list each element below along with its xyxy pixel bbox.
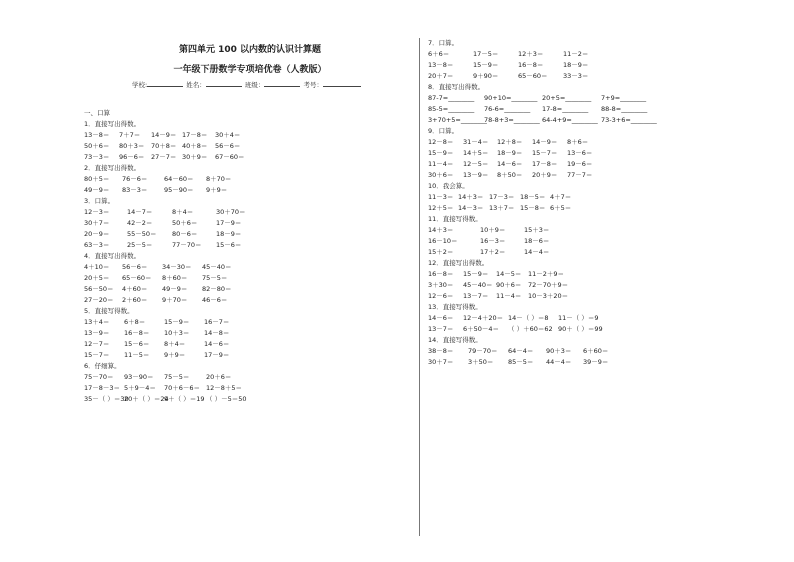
math-problem: 14－（ ）＝8 bbox=[508, 314, 549, 322]
worksheet-subtitle: 一年级下册数学专项培优卷（人教版） bbox=[173, 65, 327, 75]
math-problem: 20＋6＝ bbox=[206, 373, 232, 381]
math-problem: 9＋（ ）＝19 bbox=[164, 395, 205, 403]
math-problem: 9＋70＝ bbox=[162, 296, 188, 304]
math-problem: 63－3＝ bbox=[84, 241, 110, 249]
problem-row bbox=[428, 269, 783, 280]
section-heading: 11．直接写得数。 bbox=[428, 215, 482, 223]
math-problem: 15－9＝ bbox=[164, 318, 190, 326]
section-heading: 12．直接写出得数。 bbox=[428, 259, 489, 267]
math-problem: 8＋4＝ bbox=[172, 208, 194, 216]
problem-row bbox=[84, 383, 404, 394]
math-problem: 30＋70＝ bbox=[216, 208, 246, 216]
section-heading: 9．口算。 bbox=[428, 127, 459, 135]
problem-row bbox=[428, 71, 783, 82]
math-problem: 11－5＝ bbox=[124, 351, 150, 359]
math-problem: 15－6＝ bbox=[124, 340, 150, 348]
math-problem: （ ）＋60＝62 bbox=[508, 325, 553, 333]
problem-row bbox=[428, 49, 783, 60]
section-heading: 13．直接写得数。 bbox=[428, 303, 482, 311]
math-problem: 20＋7＝ bbox=[428, 72, 454, 80]
student-info-line bbox=[132, 80, 362, 89]
math-problem: 14－5＝ bbox=[496, 270, 522, 278]
math-problem: 14－6＝ bbox=[497, 160, 523, 168]
math-problem: 13－8＝ bbox=[84, 131, 110, 139]
math-problem: 30＋4＝ bbox=[215, 131, 241, 139]
math-problem: 20＋9＝ bbox=[532, 171, 558, 179]
math-problem: 80＋5＝ bbox=[84, 175, 110, 183]
math-problem: 76-6=________ bbox=[484, 105, 531, 113]
math-problem: 45－40＝ bbox=[202, 263, 232, 271]
school-blank[interactable] bbox=[147, 80, 183, 87]
math-problem: 30＋7＝ bbox=[84, 219, 110, 227]
math-problem: 6＋5＝ bbox=[550, 204, 572, 212]
math-problem: 15＋3＝ bbox=[524, 226, 550, 234]
math-problem: 7+9=________ bbox=[601, 94, 647, 102]
school-label: 学校: bbox=[132, 81, 148, 89]
math-problem: 56－50＝ bbox=[84, 285, 114, 293]
section-heading: 10．我会算。 bbox=[428, 182, 469, 190]
math-problem: 65－60＝ bbox=[518, 72, 548, 80]
math-problem: 95－90＝ bbox=[164, 186, 194, 194]
math-problem: 90+10=________ bbox=[484, 94, 538, 102]
math-problem: 56－6＝ bbox=[215, 142, 241, 150]
math-problem: 44－4＝ bbox=[546, 358, 572, 366]
math-problem: 15－7＝ bbox=[532, 149, 558, 157]
problem-row bbox=[428, 159, 783, 170]
math-problem: 6＋50－4＝ bbox=[463, 325, 500, 333]
problem-row bbox=[84, 207, 404, 218]
problem-row bbox=[84, 152, 404, 163]
math-problem: 15－6＝ bbox=[216, 241, 242, 249]
problem-row bbox=[84, 317, 404, 328]
math-problem: 17－9＝ bbox=[204, 351, 230, 359]
math-problem: 25－5＝ bbox=[127, 241, 153, 249]
math-problem: 15＋2＝ bbox=[428, 248, 454, 256]
right-column bbox=[428, 38, 783, 368]
math-problem: 96－6＝ bbox=[119, 153, 145, 161]
problem-row bbox=[84, 185, 404, 196]
math-problem: 14－6＝ bbox=[204, 340, 230, 348]
section-heading: 5．直接写得数。 bbox=[84, 307, 134, 315]
math-problem: 73－3＝ bbox=[84, 153, 110, 161]
math-problem: 16－8＝ bbox=[124, 329, 150, 337]
math-problem: 34－30＝ bbox=[162, 263, 192, 271]
math-problem: 9＋9＝ bbox=[206, 186, 228, 194]
math-problem: 5＋9－4＝ bbox=[124, 384, 156, 392]
problem-row bbox=[428, 346, 783, 357]
math-problem: 67－60＝ bbox=[215, 153, 245, 161]
math-problem: 40＋8＝ bbox=[182, 142, 208, 150]
math-problem: 16－8＝ bbox=[518, 61, 544, 69]
math-problem: 15－7＝ bbox=[84, 351, 110, 359]
math-problem: 56－6＝ bbox=[122, 263, 148, 271]
section-heading: 3．口算。 bbox=[84, 197, 115, 205]
math-problem: 70＋8＝ bbox=[151, 142, 177, 150]
math-problem: 17－9＝ bbox=[216, 219, 242, 227]
section-heading: 4．直接写出得数。 bbox=[84, 252, 141, 260]
problem-row bbox=[428, 93, 783, 104]
problem-row bbox=[84, 141, 404, 152]
math-problem: 11－4＝ bbox=[496, 292, 522, 300]
math-problem: 49－9＝ bbox=[162, 285, 188, 293]
math-problem: 6＋60＝ bbox=[583, 347, 609, 355]
math-problem: 14－9＝ bbox=[532, 138, 558, 146]
math-problem: 17＋2＝ bbox=[480, 248, 506, 256]
math-problem: 7＋7＝ bbox=[119, 131, 141, 139]
math-problem: 14－6＝ bbox=[428, 314, 454, 322]
math-problem: 90＋（ ）＝99 bbox=[558, 325, 603, 333]
section-heading: 14．直接写得数。 bbox=[428, 336, 482, 344]
math-problem: 16－8＝ bbox=[428, 270, 454, 278]
problem-row bbox=[84, 394, 404, 405]
math-problem: 75－70＝ bbox=[84, 373, 114, 381]
math-problem: 20－9＝ bbox=[84, 230, 110, 238]
math-problem: 50＋6＝ bbox=[172, 219, 198, 227]
math-problem: 27－7＝ bbox=[151, 153, 177, 161]
math-problem: 30＋7＝ bbox=[428, 358, 454, 366]
math-problem: 12＋3＝ bbox=[518, 50, 544, 58]
math-problem: 55－50＝ bbox=[127, 230, 157, 238]
math-problem: 12－7＝ bbox=[84, 340, 110, 348]
math-problem: 11－2＋9＝ bbox=[528, 270, 565, 278]
math-problem: 8＋50＝ bbox=[497, 171, 523, 179]
math-problem: 14－9＝ bbox=[151, 131, 177, 139]
math-problem: 90＋6＝ bbox=[496, 281, 522, 289]
problem-row bbox=[428, 203, 783, 214]
math-problem: 49－9＝ bbox=[84, 186, 110, 194]
math-problem: 38－8＝ bbox=[428, 347, 454, 355]
math-problem: 30＋9＝ bbox=[182, 153, 208, 161]
problem-row bbox=[428, 291, 783, 302]
math-problem: 12－3＝ bbox=[84, 208, 110, 216]
column-divider bbox=[419, 38, 420, 536]
math-problem: 2＋60＝ bbox=[122, 296, 148, 304]
math-problem: 13＋7＝ bbox=[489, 204, 515, 212]
math-problem: （ ）－5＝50 bbox=[206, 395, 247, 403]
math-problem: 70＋6－6＝ bbox=[164, 384, 201, 392]
math-problem: 64-4+9=________ bbox=[542, 116, 598, 124]
math-problem: 12＋8＝ bbox=[497, 138, 523, 146]
math-problem: 14－3＝ bbox=[458, 204, 484, 212]
math-problem: 4＋7＝ bbox=[550, 193, 572, 201]
section-heading: 一、口算 bbox=[84, 109, 110, 117]
problem-row bbox=[84, 262, 404, 273]
math-problem: 79－70＝ bbox=[468, 347, 498, 355]
exam-number-label: 考号： bbox=[303, 81, 323, 89]
math-problem: 82－80＝ bbox=[202, 285, 232, 293]
problem-row bbox=[428, 313, 783, 324]
math-problem: 85－5＝ bbox=[508, 358, 534, 366]
math-problem: 46－6＝ bbox=[202, 296, 228, 304]
class-label: 班级： bbox=[244, 81, 265, 89]
math-problem: 10＋9＝ bbox=[480, 226, 506, 234]
math-problem: 15－9＝ bbox=[463, 270, 489, 278]
problem-row bbox=[84, 328, 404, 339]
problem-row bbox=[84, 372, 404, 383]
problem-row bbox=[84, 350, 404, 361]
math-problem: 88-8=________ bbox=[601, 105, 648, 113]
math-problem: 8＋60＝ bbox=[162, 274, 188, 282]
problem-row bbox=[428, 104, 783, 115]
math-problem: 6＋6＝ bbox=[428, 50, 450, 58]
problem-row bbox=[84, 339, 404, 350]
problem-row bbox=[84, 130, 404, 141]
math-problem: 18－9＝ bbox=[497, 149, 523, 157]
math-problem: 18－6＝ bbox=[524, 237, 550, 245]
math-problem: 8＋70＝ bbox=[206, 175, 232, 183]
math-problem: 12－4＋20＝ bbox=[463, 314, 504, 322]
math-problem: 3+70+5=________ bbox=[428, 116, 487, 124]
math-problem: 13＋4＝ bbox=[84, 318, 110, 326]
math-problem: 11－（ ）＝9 bbox=[558, 314, 599, 322]
math-problem: 14－7＝ bbox=[127, 208, 153, 216]
problem-row bbox=[428, 192, 783, 203]
math-problem: 14－4＝ bbox=[524, 248, 550, 256]
math-problem: 3＋50＝ bbox=[468, 358, 494, 366]
math-problem: 15－9＝ bbox=[428, 149, 454, 157]
math-problem: 39－9＝ bbox=[583, 358, 609, 366]
math-problem: 64－4＝ bbox=[508, 347, 534, 355]
math-problem: 30＋6＝ bbox=[428, 171, 454, 179]
math-problem: 13－9＝ bbox=[84, 329, 110, 337]
math-problem: 42－2＝ bbox=[127, 219, 153, 227]
math-problem: 15－8＝ bbox=[520, 204, 546, 212]
math-problem: 10＋3＝ bbox=[164, 329, 190, 337]
math-problem: 27－20＝ bbox=[84, 296, 114, 304]
name-label: 姓名： bbox=[186, 81, 206, 89]
math-problem: 20+5=________ bbox=[542, 94, 592, 102]
math-problem: 12－6＝ bbox=[428, 292, 454, 300]
problem-row bbox=[84, 218, 404, 229]
math-problem: 45－40＝ bbox=[463, 281, 493, 289]
math-problem: 65－60＝ bbox=[122, 274, 152, 282]
math-problem: 78-8+3=________ bbox=[484, 116, 540, 124]
math-problem: 80－6＝ bbox=[172, 230, 198, 238]
math-problem: 87-7=________ bbox=[428, 94, 475, 102]
math-problem: 17－5＝ bbox=[473, 50, 499, 58]
problem-row bbox=[84, 273, 404, 284]
math-problem: 73-3+6=________ bbox=[601, 116, 657, 124]
math-problem: 10－3＋20＝ bbox=[528, 292, 569, 300]
problem-row bbox=[84, 240, 404, 251]
math-problem: 77－7＝ bbox=[567, 171, 593, 179]
problem-row bbox=[428, 247, 783, 258]
math-problem: 13－9＝ bbox=[463, 171, 489, 179]
math-problem: 11－4＝ bbox=[428, 160, 454, 168]
problem-row bbox=[428, 137, 783, 148]
section-heading: 6．仔细算。 bbox=[84, 362, 121, 370]
math-problem: 80＋3＝ bbox=[119, 142, 145, 150]
math-problem: 14－8＝ bbox=[204, 329, 230, 337]
section-heading: 8．直接写出得数。 bbox=[428, 83, 485, 91]
section-heading: 1．直接写出得数。 bbox=[84, 120, 141, 128]
math-problem: 13－7＝ bbox=[463, 292, 489, 300]
math-problem: 20＋（ ）＝24 bbox=[124, 395, 169, 403]
math-problem: 83－3＝ bbox=[122, 186, 148, 194]
math-problem: 9＋90＝ bbox=[473, 72, 499, 80]
problem-row bbox=[428, 357, 783, 368]
math-problem: 15－9＝ bbox=[473, 61, 499, 69]
math-problem: 12＋5＝ bbox=[428, 204, 454, 212]
math-problem: 77－70＝ bbox=[172, 241, 202, 249]
math-problem: 4＋60＝ bbox=[122, 285, 148, 293]
math-problem: 50＋6＝ bbox=[84, 142, 110, 150]
problem-row bbox=[84, 174, 404, 185]
problem-row bbox=[428, 60, 783, 71]
math-problem: 35－（ ）＝30 bbox=[84, 395, 129, 403]
math-problem: 8＋6＝ bbox=[567, 138, 589, 146]
problem-row bbox=[428, 225, 783, 236]
math-problem: 20＋5＝ bbox=[84, 274, 110, 282]
math-problem: 11－2＝ bbox=[563, 50, 589, 58]
math-problem: 85-5=________ bbox=[428, 105, 475, 113]
section-heading: 2．直接写出得数。 bbox=[84, 164, 141, 172]
math-problem: 4＋10＝ bbox=[84, 263, 110, 271]
worksheet-title: 第四单元 100 以内数的认识计算题 bbox=[178, 45, 322, 55]
math-problem: 18－9＝ bbox=[563, 61, 589, 69]
math-problem: 14＋5＝ bbox=[463, 149, 489, 157]
math-problem: 17-8=________ bbox=[542, 105, 589, 113]
problem-row bbox=[428, 236, 783, 247]
problem-row bbox=[428, 115, 783, 126]
math-problem: 9＋9＝ bbox=[164, 351, 186, 359]
math-problem: 75－5＝ bbox=[202, 274, 228, 282]
math-problem: 18－9＝ bbox=[216, 230, 242, 238]
math-problem: 19－6＝ bbox=[567, 160, 593, 168]
problem-row bbox=[84, 295, 404, 306]
math-problem: 18－5＝ bbox=[520, 193, 546, 201]
problem-row bbox=[428, 148, 783, 159]
math-problem: 17－8－3＝ bbox=[84, 384, 121, 392]
section-heading: 7．口算。 bbox=[428, 39, 459, 47]
math-problem: 16－3＝ bbox=[480, 237, 506, 245]
math-problem: 17－8＝ bbox=[532, 160, 558, 168]
math-problem: 6＋8＝ bbox=[124, 318, 146, 326]
math-problem: 75－5＝ bbox=[164, 373, 190, 381]
name-blank[interactable] bbox=[206, 80, 242, 87]
exam-number-blank[interactable] bbox=[323, 80, 361, 87]
math-problem: 11－3＝ bbox=[428, 193, 454, 201]
math-problem: 90＋3＝ bbox=[546, 347, 572, 355]
math-problem: 72－70＋9＝ bbox=[528, 281, 569, 289]
math-problem: 93－90＝ bbox=[124, 373, 154, 381]
math-problem: 13－8＝ bbox=[428, 61, 454, 69]
math-problem: 17－3＝ bbox=[489, 193, 515, 201]
problem-row bbox=[428, 324, 783, 335]
problem-row bbox=[428, 170, 783, 181]
math-problem: 31－4＝ bbox=[463, 138, 489, 146]
problem-row bbox=[84, 229, 404, 240]
math-problem: 14＋3＝ bbox=[428, 226, 454, 234]
math-problem: 8＋4＝ bbox=[164, 340, 186, 348]
math-problem: 17－8＝ bbox=[182, 131, 208, 139]
math-problem: 13－6＝ bbox=[567, 149, 593, 157]
math-problem: 12－8＝ bbox=[428, 138, 454, 146]
math-problem: 13－7＝ bbox=[428, 325, 454, 333]
left-column bbox=[84, 108, 404, 405]
math-problem: 12－8＋5＝ bbox=[206, 384, 243, 392]
math-problem: 64－60＝ bbox=[164, 175, 194, 183]
class-blank[interactable] bbox=[264, 80, 300, 87]
math-problem: 12－5＝ bbox=[463, 160, 489, 168]
math-problem: 16－10＝ bbox=[428, 237, 458, 245]
math-problem: 33－3＝ bbox=[563, 72, 589, 80]
math-problem: 14＋3＝ bbox=[458, 193, 484, 201]
problem-row bbox=[428, 280, 783, 291]
math-problem: 76－6＝ bbox=[122, 175, 148, 183]
problem-row bbox=[84, 284, 404, 295]
math-problem: 3＋30＝ bbox=[428, 281, 454, 289]
math-problem: 16－7＝ bbox=[204, 318, 230, 326]
